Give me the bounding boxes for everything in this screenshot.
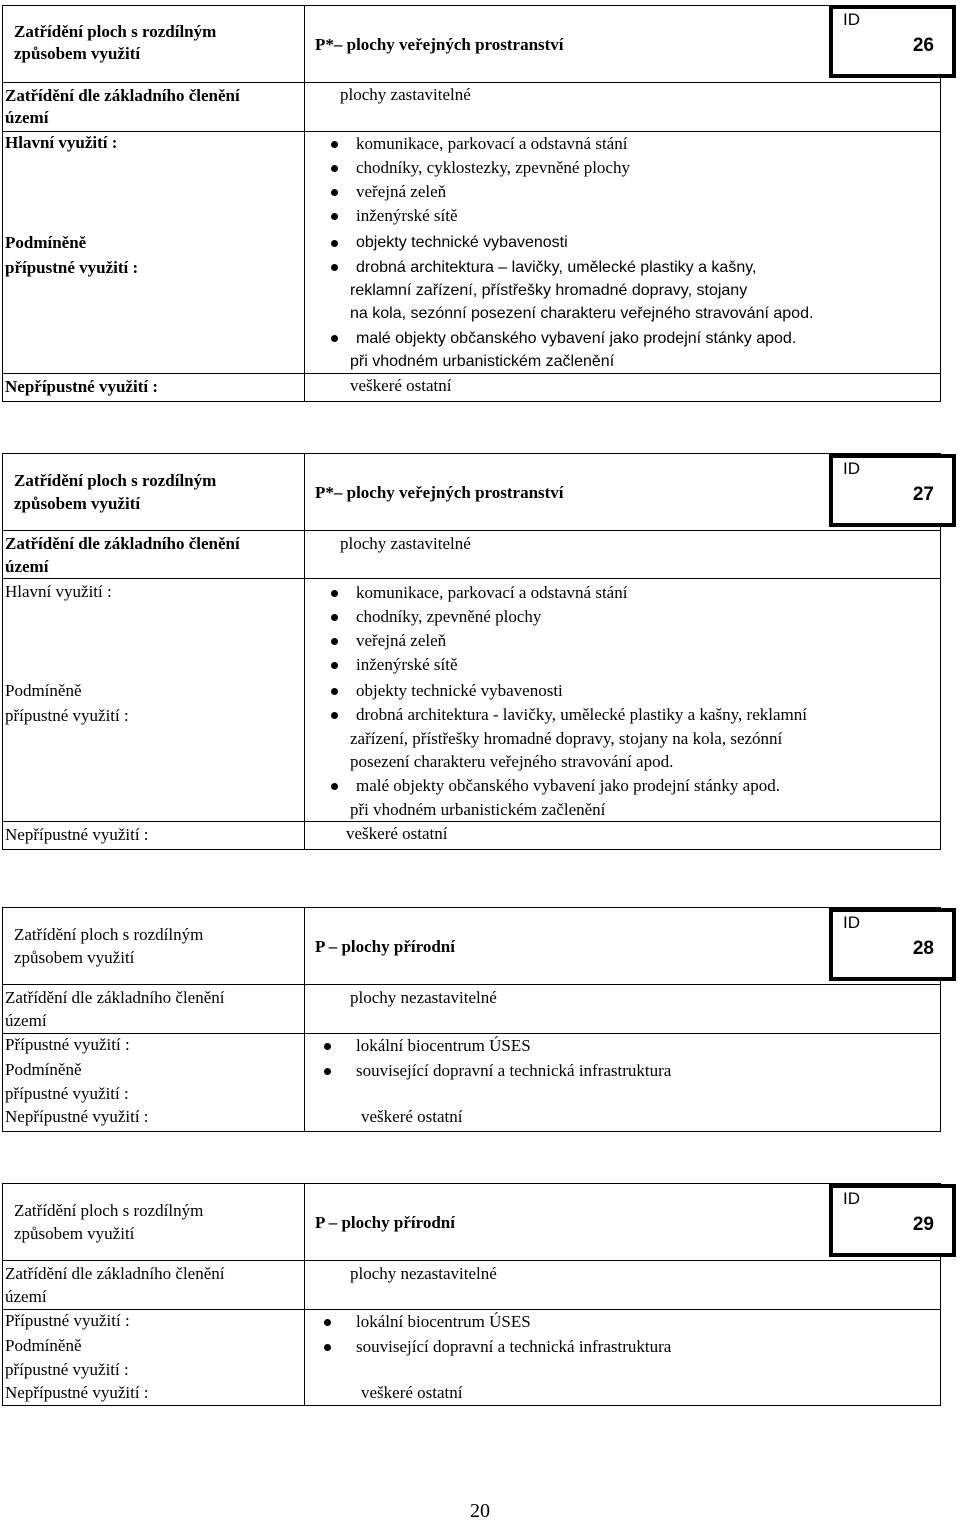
table-rule (3, 821, 940, 822)
list-item: objekty technické vybavenosti (356, 681, 563, 700)
list-item: lokální biocentrum ÚSES (356, 1312, 531, 1331)
nepripustne-label: Nepřípustné využití : (5, 1383, 149, 1402)
pripustne-label: Přípustné využití : (5, 1311, 130, 1330)
list-item: související dopravní a technická infrastruktura (356, 1337, 672, 1356)
podminene-label-2: přípustné využití : (5, 1360, 129, 1379)
podminene-label-2: přípustné využití : (5, 706, 129, 725)
list-item: inženýrské sítě (356, 206, 458, 225)
cleneni-label: Zatřídění dle základního členění (5, 988, 225, 1007)
bullet-icon (324, 1344, 331, 1351)
list-item-cont: při vhodném urbanistickém začlenění (350, 353, 615, 370)
id-number: 29 (912, 1214, 934, 1235)
uzemi-label: území (5, 108, 49, 127)
bullet-icon (331, 264, 338, 271)
zatrideni-label: Zatřídění ploch s rozdílným (14, 22, 217, 41)
page-number: 20 (470, 1500, 490, 1522)
list-item: malé objekty občanského vybavení jako prodejní stánky apod. (356, 330, 797, 347)
list-item: inženýrské sítě (356, 655, 458, 674)
zpusobem-label: způsobem využití (14, 494, 141, 513)
id-label: ID (843, 913, 860, 932)
list-item: komunikace, parkovací a odstavná stání (356, 134, 628, 153)
bullet-icon (331, 688, 338, 695)
bullet-icon (324, 1043, 331, 1050)
list-item: drobná architektura – lavičky, umělecké plastiky a kašny, (356, 259, 757, 276)
uzemi-label: území (5, 1011, 47, 1030)
table-rule (3, 1260, 940, 1261)
bullet-icon (331, 335, 338, 342)
list-item: chodníky, zpevněné plochy (356, 607, 542, 626)
nepripustne-label: Nepřípustné využití : (5, 1107, 149, 1126)
list-item: komunikace, parkovací a odstavná stání (356, 583, 628, 602)
cleneni-label: Zatřídění dle základního členění (5, 534, 240, 553)
nepripustne-label: Nepřípustné využití : (5, 825, 149, 844)
section-title: P – plochy přírodní (315, 1213, 455, 1232)
list-item: malé objekty občanského vybavení jako prodejní stánky apod. (356, 776, 780, 795)
list-item-cont: zařízení, přístřešky hromadné dopravy, stojany na kola, sezónní (350, 729, 783, 748)
table-rule (3, 82, 940, 83)
cleneni-value: plochy nezastavitelné (350, 1264, 497, 1283)
table-rule (3, 984, 940, 985)
list-item: veřejná zeleň (356, 182, 447, 201)
list-item: související dopravní a technická infrastruktura (356, 1061, 672, 1080)
forbidden-value: veškeré ostatní (350, 376, 452, 395)
bullet-icon (324, 1319, 331, 1326)
table-rule (3, 578, 940, 579)
bullet-icon (331, 189, 338, 196)
nepripustne-label: Nepřípustné využití : (5, 377, 158, 396)
cleneni-value: plochy zastavitelné (340, 534, 471, 553)
podminene-label-2: přípustné využití : (5, 258, 139, 277)
id-box (829, 908, 956, 981)
id-number: 26 (912, 35, 934, 56)
bullet-icon (331, 614, 338, 621)
table-rule (304, 1184, 305, 1405)
table-rule (304, 6, 305, 401)
list-item: drobná architektura - lavičky, umělecké plastiky a kašny, reklamní (356, 705, 807, 724)
list-item-cont: na kola, sezónní posezení charakteru veřejného stravování apod. (350, 305, 814, 322)
cleneni-label: Zatřídění dle základního členění (5, 1264, 225, 1283)
table-rule (304, 908, 305, 1131)
section-title: P*– plochy veřejných prostranství (315, 483, 564, 502)
zatrideni-label: Zatřídění ploch s rozdílným (14, 1201, 204, 1220)
podminene-label: Podmíněně (5, 233, 87, 252)
forbidden-value: veškeré ostatní (346, 824, 448, 843)
cleneni-label: Zatřídění dle základního členění (5, 86, 240, 105)
podminene-label: Podmíněně (5, 1060, 82, 1079)
list-item: objekty technické vybavenosti (356, 234, 568, 251)
list-item: lokální biocentrum ÚSES (356, 1036, 531, 1055)
zatrideni-label: Zatřídění ploch s rozdílným (14, 471, 217, 490)
bullet-icon (331, 638, 338, 645)
table-rule (3, 373, 940, 374)
cleneni-value: plochy zastavitelné (340, 85, 471, 104)
list-item-cont: při vhodném urbanistickém začlenění (350, 800, 606, 819)
id-box (829, 1184, 956, 1257)
table-rule (3, 530, 940, 531)
hlavni-label: Hlavní využití : (5, 133, 118, 152)
uzemi-label: území (5, 557, 49, 576)
podminene-label-2: přípustné využití : (5, 1084, 129, 1103)
bullet-icon (331, 662, 338, 669)
id-number: 28 (912, 938, 934, 959)
section-title: P – plochy přírodní (315, 937, 455, 956)
podminene-label: Podmíněně (5, 1336, 82, 1355)
bullet-icon (331, 141, 338, 148)
bullet-icon (331, 240, 338, 247)
list-item-cont: posezení charakteru veřejného stravování apod. (350, 752, 674, 771)
id-label: ID (843, 1189, 860, 1208)
id-box (829, 454, 956, 527)
forbidden-value: veškeré ostatní (361, 1107, 463, 1126)
hlavni-label: Hlavní využití : (5, 582, 112, 601)
bullet-icon (331, 213, 338, 220)
pripustne-label: Přípustné využití : (5, 1035, 130, 1054)
bullet-icon (331, 783, 338, 790)
id-box (829, 5, 956, 78)
id-number: 27 (912, 484, 934, 505)
list-item: chodníky, cyklostezky, zpevněné plochy (356, 158, 630, 177)
zatrideni-label: Zatřídění ploch s rozdílným (14, 925, 204, 944)
list-item: veřejná zeleň (356, 631, 447, 650)
zpusobem-label: způsobem využití (14, 44, 141, 63)
list-item-cont: reklamní zařízení, přístřešky hromadné dopravy, stojany (350, 282, 748, 299)
id-label: ID (843, 10, 860, 29)
podminene-label: Podmíněně (5, 681, 82, 700)
cleneni-value: plochy nezastavitelné (350, 988, 497, 1007)
bullet-icon (331, 590, 338, 597)
uzemi-label: území (5, 1287, 47, 1306)
table-rule (304, 454, 305, 849)
zpusobem-label: způsobem využití (14, 1224, 135, 1243)
bullet-icon (331, 165, 338, 172)
section-title: P*– plochy veřejných prostranství (315, 35, 564, 54)
forbidden-value: veškeré ostatní (361, 1383, 463, 1402)
bullet-icon (324, 1068, 331, 1075)
zpusobem-label: způsobem využití (14, 948, 135, 967)
bullet-icon (331, 712, 338, 719)
id-label: ID (843, 459, 860, 478)
